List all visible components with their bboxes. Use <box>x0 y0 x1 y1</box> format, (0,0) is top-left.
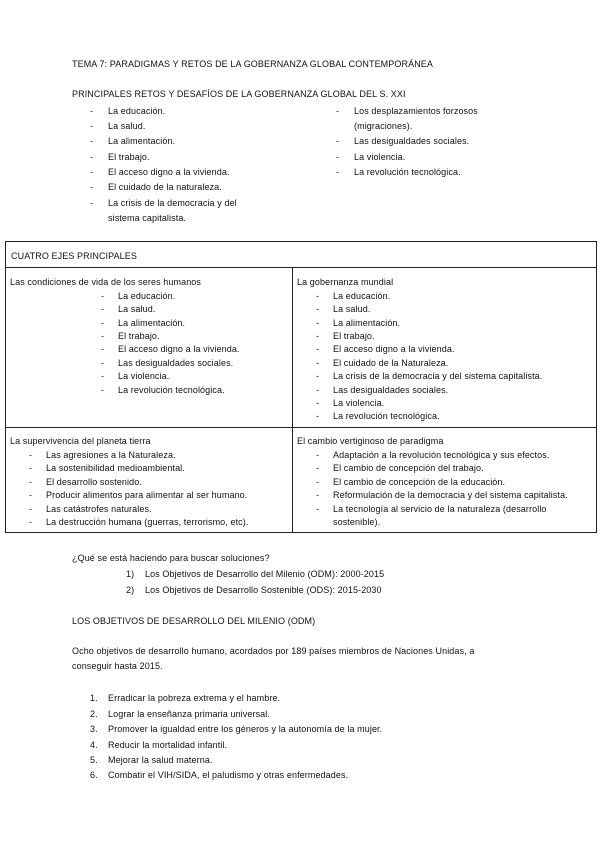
quadrant-title-paradigm-change: El cambio vertiginoso de paradigma <box>297 436 444 446</box>
axes-table: CUATRO EJES PRINCIPALES Las condiciones de vida de los seres humanos - La educación. - La salud. - La alimentación. - El trabajo. - El acceso digno a la vivienda. - Las desigualdades sociales. - La violencia. - La revolución tecnológica. La gobernanza mundial - La educación. - La salud. - La alimentación. - El trabajo. - El acceso digno a la vivienda. - El cuidado de la Naturaleza. - La crisis de la democracia y del sistema capitalista. - Las desigualdades sociales. - La violencia. - La revolución tecnológica. La supervivencia del planeta tierra - Las agresiones a la Naturaleza. - La sostenibilidad medioambiental. - El desarrollo sostenido. - Producir alimentos para alimentar al ser humano. - Las catástrofes naturales. - La destrucción humana (guerras, terrorismo, etc). El cambio vertiginoso de paradigma - Adaptación a la revolución tecnológica y sus efectos. - El cambio de concepción del trabajo. - El cambio de concepción de la educación. - Reformulación de la democracia y del sistema capitalista. - La tecnología al servicio de la naturaleza (desarrollo sostenible). <box>5 241 597 533</box>
quadrant-title-global-governance: La gobernanza mundial <box>297 277 394 287</box>
quadrant-title-planet-survival: La supervivencia del planeta tierra <box>10 436 151 446</box>
odm-intro-line-1: Ocho objetivos de desarrollo humano, acordados por 189 países miembros de Naciones Unidas, a <box>72 646 475 656</box>
page-title: TEMA 7: PARADIGMAS Y RETOS DE LA GOBERNANZA GLOBAL CONTEMPORÁNEA <box>72 59 433 69</box>
divider <box>292 267 293 532</box>
divider <box>6 267 596 268</box>
list-item-continuation: sostenible). <box>333 517 381 527</box>
list-item-continuation: (migraciones). <box>354 121 413 131</box>
odm-heading: LOS OBJETIVOS DE DESARROLLO DEL MILENIO (ODM) <box>72 616 316 626</box>
quadrant-title-living-conditions: Las condiciones de vida de los seres humanos <box>10 277 202 287</box>
divider <box>6 427 596 428</box>
challenges-heading: PRINCIPALES RETOS Y DESAFÍOS DE LA GOBERNANZA GLOBAL DEL S. XXI <box>72 89 406 99</box>
list-item-continuation: sistema capitalista. <box>108 213 187 223</box>
table-header: CUATRO EJES PRINCIPALES <box>11 251 137 261</box>
solutions-question: ¿Qué se está haciendo para buscar soluciones? <box>72 553 270 563</box>
odm-intro-line-2: conseguir hasta 2015. <box>72 661 163 671</box>
